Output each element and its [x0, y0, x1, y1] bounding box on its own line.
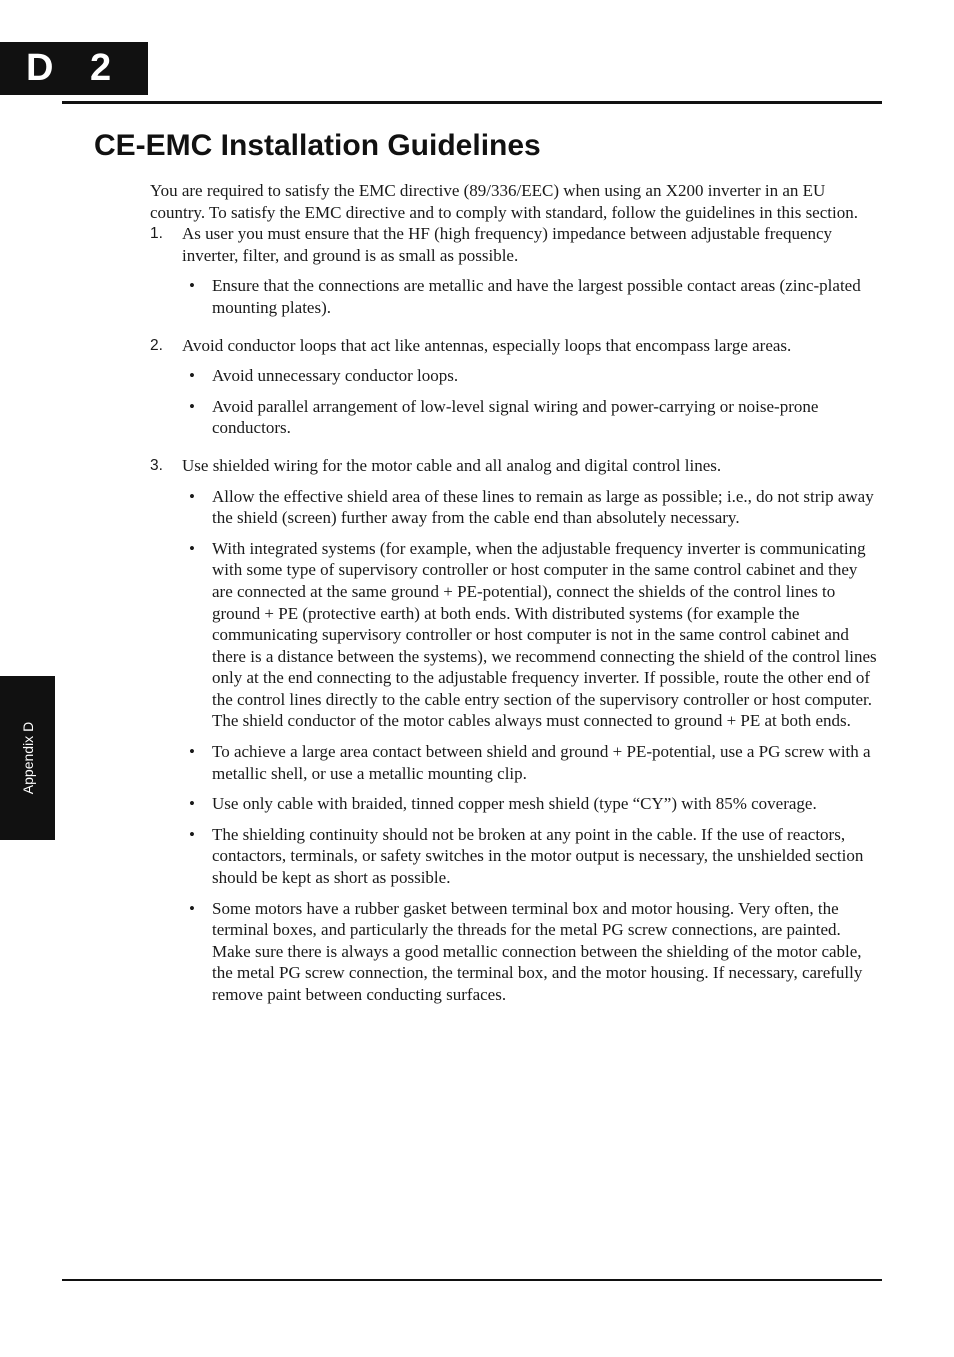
main-content [150, 180, 880, 1022]
guideline-item [150, 335, 880, 439]
numbered-item [150, 223, 880, 266]
bottom-rule [62, 1279, 882, 1281]
bullet-text: To achieve a large area contact between shield and ground + PE-potential, use a PG screw with a metallic shell, or use a metallic mounting clip. [212, 742, 871, 783]
bullet-text: Some motors have a rubber gasket between terminal box and motor housing. Very often, the terminal boxes, and particularly the threads for the metal PG screw connections, are painted. Make sure there is always a good metallic connection between the shielding of the motor cable, the metal PG screw connection, the terminal box, and the motor housing. If necessary, carefully remove paint between conducting surfaces. [212, 898, 863, 1004]
bullet-icon: • [189, 824, 195, 844]
numbered-item [150, 335, 880, 357]
bullet-text: Allow the effective shield area of these lines to remain as large as possible; i.e., do not strip away the shield (screen) further away from the cable end than absolutely necessary. [212, 486, 874, 528]
bullet-icon: • [189, 898, 195, 918]
bullet-text: Avoid parallel arrangement of low-level signal wiring and power-carrying or noise-prone conductors. [212, 396, 819, 438]
bullet-text: Ensure that the connections are metallic and have the largest possible contact areas (zinc-plated mounting plates). [212, 276, 861, 317]
page-title: CE-EMC Installation Guidelines [94, 129, 541, 162]
bullet-text: With integrated systems (for example, when the adjustable frequency inverter is communicating with some type of supervisory controller or host computer in the same control cabinet and they are connected at the same ground + PE-potential), connect the shields of the control lines to ground + PE (protective earth) at both ends. With distributed systems (for example the communicating supervisory controller or host computer is not in the same control cabinet and there is a distance between the systems), we recommend connecting the shield of the control lines only at the end connecting to the adjustable frequency inverter. If possible, route the other end of the control lines directly to the cable entry section of the supervisory controller or host computer. The shield conductor of the motor cables always must connected to ground + PE at both ends. [212, 538, 877, 731]
item-number: 3. [150, 456, 163, 474]
list-item [182, 396, 880, 439]
page-number-tab [0, 42, 148, 95]
bullet-icon: • [189, 538, 195, 558]
bullet-list [150, 365, 880, 439]
bullet-text: The shielding continuity should not be broken at any point in the cable. If the use of reactors, contactors, terminals, or safety switches in the motor output is necessary, the unshielded section should be kept as short as possible. [212, 824, 864, 888]
top-rule [62, 101, 882, 104]
appendix-letter: D [26, 47, 54, 89]
list-item [182, 275, 880, 318]
bullet-icon: • [189, 742, 195, 762]
bullet-icon: • [189, 366, 195, 386]
page-number: 2 [90, 47, 112, 89]
item-number: 1. [150, 225, 163, 243]
appendix-side-label: Appendix D [19, 721, 36, 795]
numbered-item [150, 455, 880, 477]
list-item [182, 538, 880, 732]
guideline-item [150, 223, 880, 318]
intro-paragraph: You are required to satisfy the EMC directive (89/336/EEC) when using an X200 inverter in an EU country. To satisfy the EMC directive and to comply with standard, follow the guidelines in this section. [150, 181, 858, 222]
list-item [182, 898, 880, 1006]
bullet-icon: • [189, 486, 195, 506]
bullet-icon: • [189, 276, 195, 296]
item-text: As user you must ensure that the HF (high frequency) impedance between adjustable frequency inverter, filter, and ground is as small as possible. [182, 224, 833, 265]
appendix-side-tab [0, 676, 55, 840]
item-text: Avoid conductor loops that act like antennas, especially loops that encompass large areas. [182, 335, 792, 355]
bullet-list [150, 486, 880, 1006]
bullet-icon: • [189, 396, 195, 416]
bullet-text: Avoid unnecessary conductor loops. [212, 366, 459, 386]
item-text: Use shielded wiring for the motor cable and all analog and digital control lines. [182, 455, 722, 475]
list-item [182, 793, 880, 815]
guideline-item [150, 455, 880, 1006]
bullet-text: Use only cable with braided, tinned copper mesh shield (type “CY”) with 85% coverage. [212, 794, 817, 814]
bullet-icon: • [189, 794, 195, 814]
list-item [182, 824, 880, 889]
item-number: 2. [150, 336, 163, 354]
list-item [182, 365, 880, 387]
list-item [182, 486, 880, 529]
list-item [182, 741, 880, 784]
bullet-list [150, 275, 880, 318]
